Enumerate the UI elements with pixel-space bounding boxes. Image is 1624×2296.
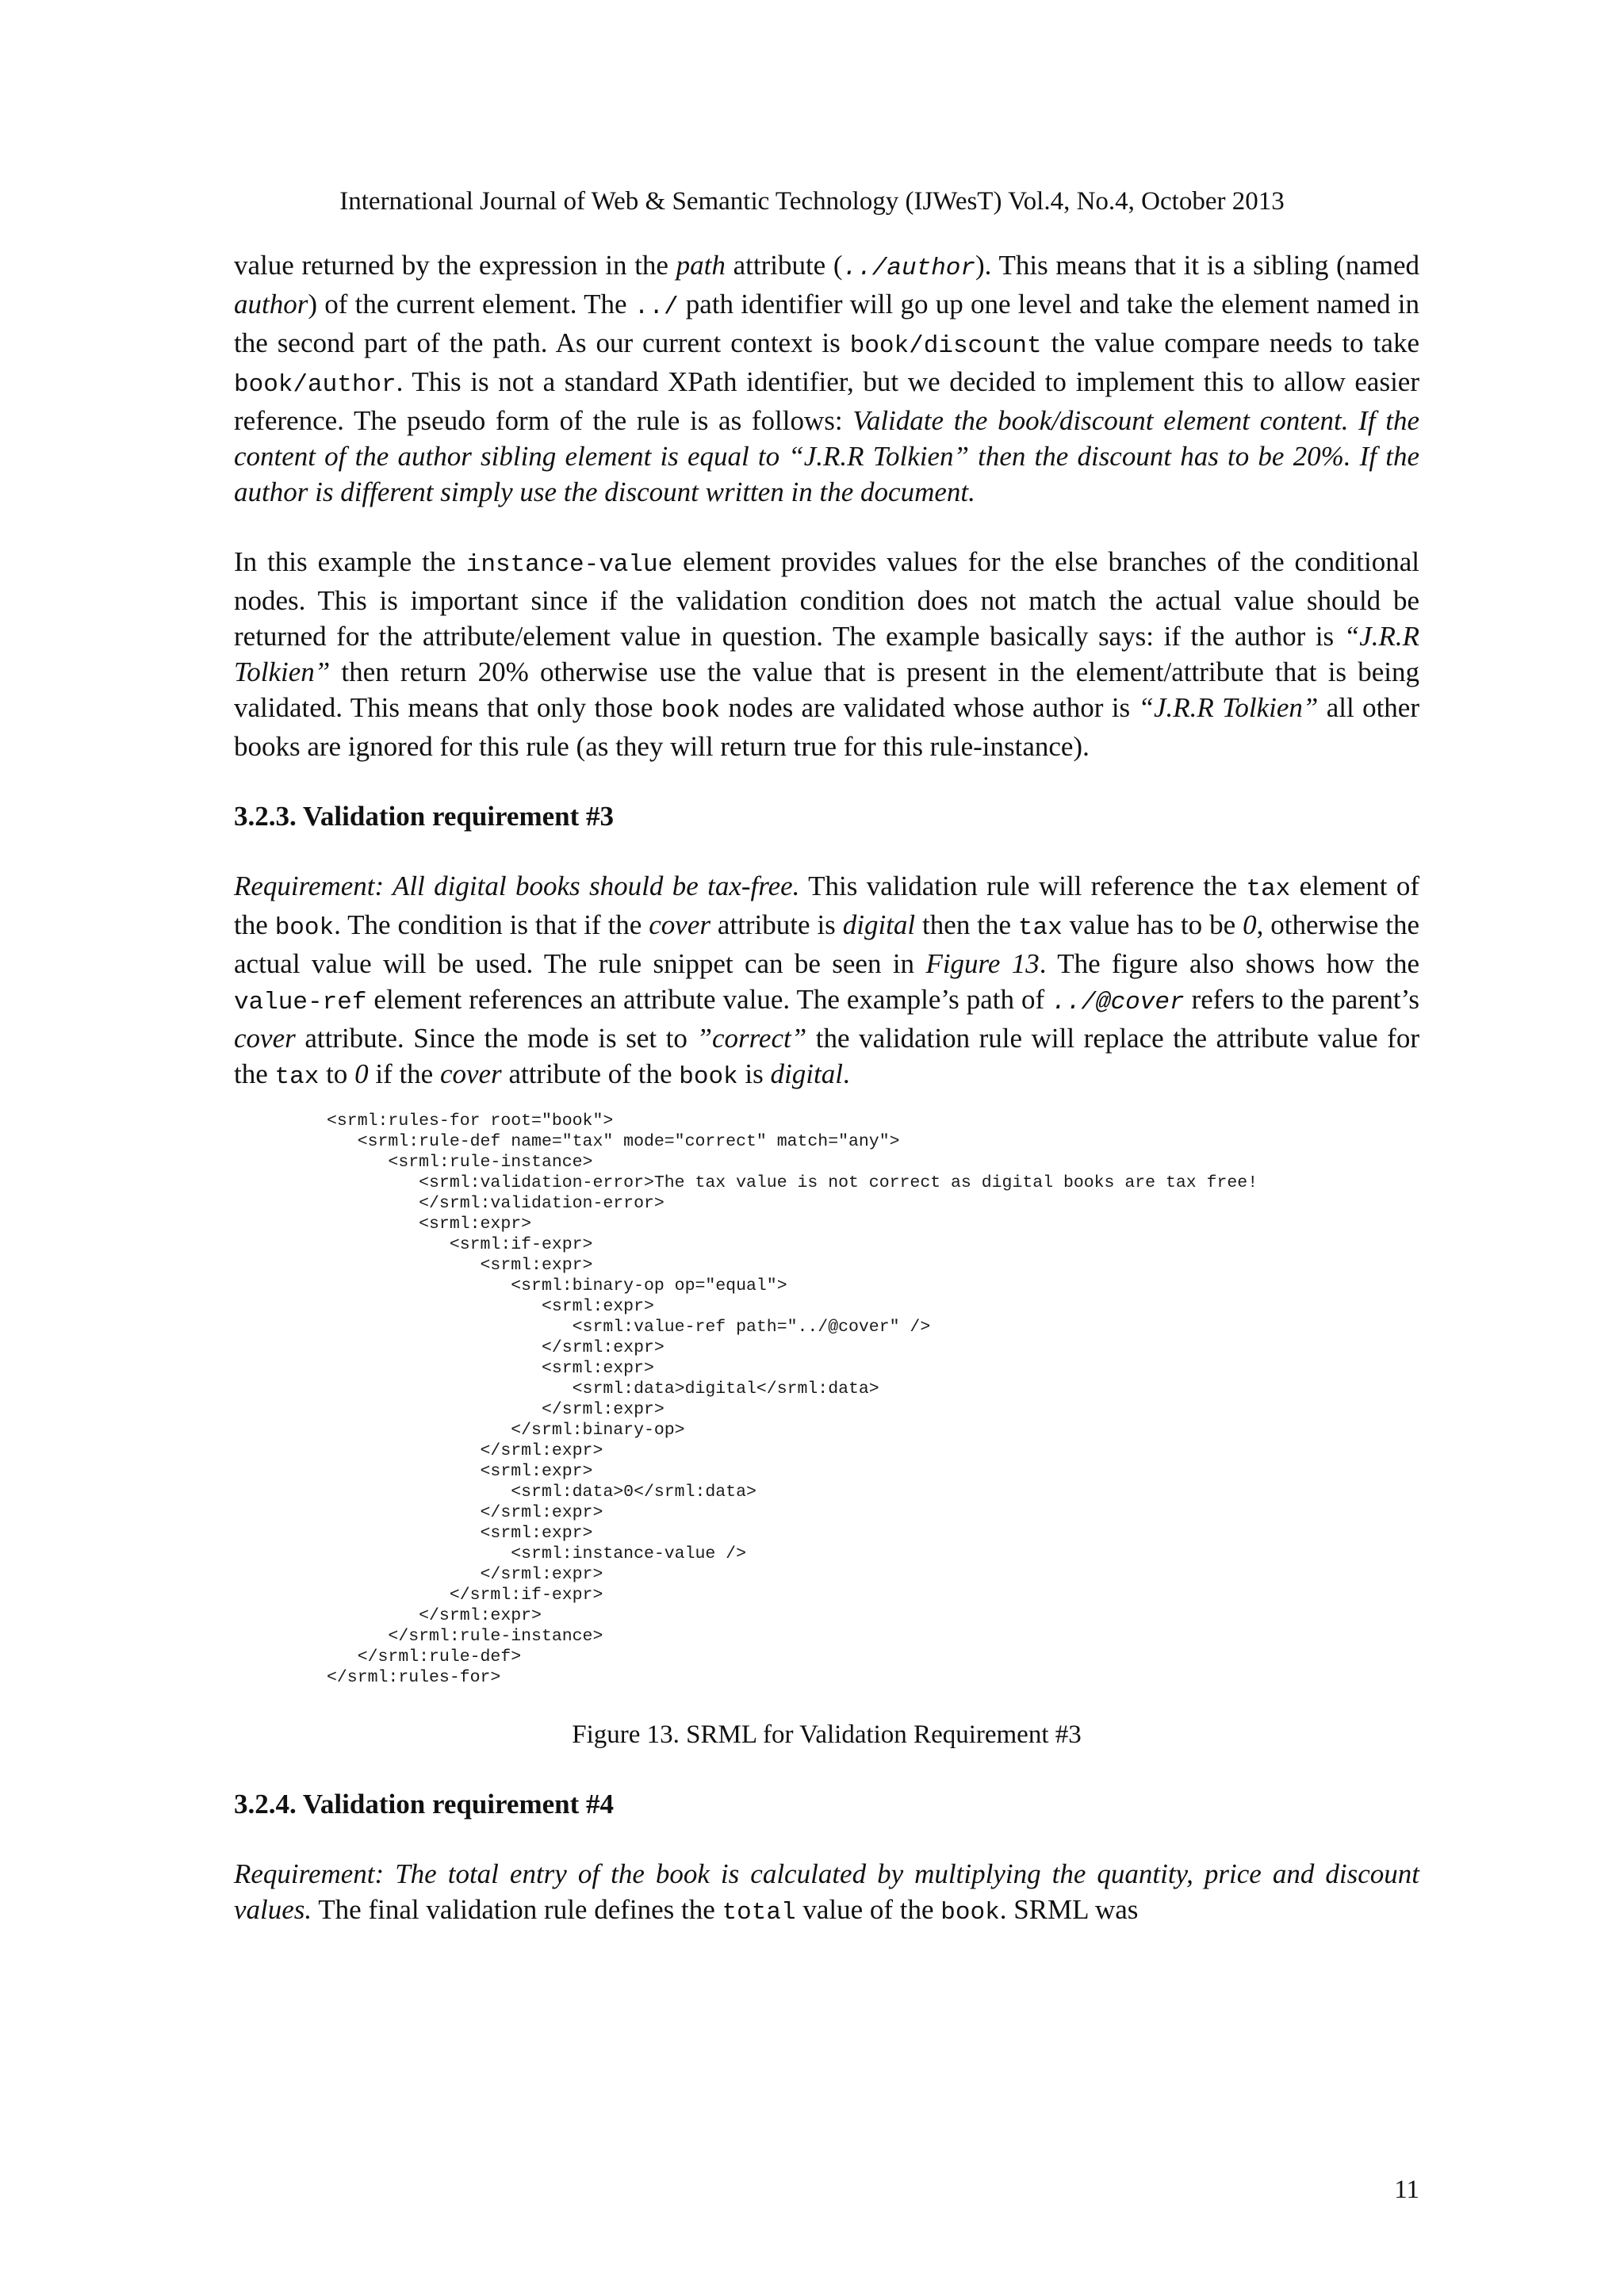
text: path identifier will go up one level and take the element named in the second part of the path. As our current context is	[234, 289, 1420, 358]
code-line: <srml:expr>	[327, 1215, 532, 1234]
text: attribute (	[725, 250, 843, 281]
page-number: 11	[1394, 2175, 1419, 2204]
text: to	[319, 1058, 355, 1089]
text: nodes are validated whose author is	[720, 692, 1139, 723]
text: the value compare needs to take	[1041, 327, 1419, 358]
text: value returned by the expression in the	[234, 250, 676, 281]
inline-code: instance-value	[465, 551, 673, 579]
emphasis: author	[234, 289, 308, 320]
page-body	[234, 247, 1419, 1931]
emphasis: cover	[234, 1023, 296, 1054]
text: . This is not a standard XPath identifier, but we decided to implement this to allow easier reference. The pseudo form of the rule is as follows:	[234, 366, 1419, 436]
text: The final validation rule defines the	[312, 1894, 722, 1925]
paragraph-instance-value	[234, 544, 1419, 764]
paragraph-requirement-3	[234, 868, 1419, 1095]
code-line: <srml:rules-for root="book">	[327, 1112, 614, 1131]
code-line: <srml:expr>	[327, 1462, 593, 1481]
inline-code: book	[940, 1899, 1000, 1927]
text: ) of the current element. The	[308, 289, 634, 320]
code-line: <srml:binary-op op="equal">	[327, 1276, 787, 1295]
requirement-statement: Requirement: The total entry of the book is calculated by multiplying the quantity, price and discount values.	[234, 1858, 1419, 1925]
text: then return 20% otherwise use the value that is present in the element/attribute that is being validated. This means that only those	[234, 656, 1419, 723]
code-line: <srml:rule-instance>	[327, 1153, 593, 1172]
inline-code: tax	[1017, 914, 1063, 942]
text: element of the	[234, 871, 1419, 940]
emphasis: “J.R.R Tolkien”	[1138, 692, 1319, 723]
text: refers to the parent’s	[1184, 984, 1420, 1015]
inline-code: ../author	[842, 254, 976, 282]
text: value has to be	[1062, 909, 1243, 940]
paragraph-requirement-4	[234, 1856, 1419, 1931]
emphasis: digital	[770, 1058, 843, 1089]
text: all other books are ignored for this rule (as they will return true for this rule-instance).	[234, 692, 1419, 762]
emphasis: path	[676, 250, 726, 281]
inline-code: book/author	[234, 371, 396, 399]
text: element references an attribute value. The example’s path of	[366, 984, 1052, 1015]
text: . The figure also shows how the	[1039, 948, 1419, 979]
text: element provides values for the else branches of the conditional nodes. This is important since if the validation condition does not match the actual value should be returned for the attribute/element value in question. The example basically says: if the author is	[234, 546, 1419, 652]
pseudo-rule: Validate the book/discount element content. If the content of the author sibling element is equal to “J.R.R Tolkien” then the discount has to be 20%. If the author is different simply use the discount written in the document.	[234, 405, 1420, 507]
inline-code: book	[274, 914, 335, 942]
code-line: </srml:expr>	[327, 1606, 542, 1625]
code-line: </srml:validation-error>	[327, 1194, 665, 1213]
code-line: </srml:expr>	[327, 1400, 665, 1419]
code-line: </srml:rule-instance>	[327, 1627, 603, 1646]
code-line: <srml:expr>	[327, 1297, 654, 1316]
figure-reference: Figure 13	[925, 948, 1040, 979]
inline-code: ../	[634, 293, 679, 321]
code-line: <srml:expr>	[327, 1359, 654, 1378]
text: attribute of the	[501, 1058, 680, 1089]
srml-code-listing	[327, 1111, 1419, 1688]
code-line: </srml:binary-op>	[327, 1421, 685, 1440]
paragraph-path-explanation	[234, 247, 1419, 510]
code-line: </srml:expr>	[327, 1503, 603, 1522]
section-heading-3-2-3: 3.2.3. Validation requirement #3	[234, 801, 615, 832]
text: is	[737, 1058, 771, 1089]
inline-code: tax	[274, 1063, 320, 1091]
code-line: </srml:if-expr>	[327, 1586, 603, 1605]
text: the validation rule will replace the attribute value for the	[234, 1023, 1419, 1089]
code-line: </srml:rules-for>	[327, 1668, 501, 1687]
code-line: <srml:if-expr>	[327, 1235, 593, 1254]
emphasis: 0	[354, 1058, 369, 1089]
inline-code: book/discount	[849, 332, 1042, 360]
text: . SRML was	[999, 1894, 1139, 1925]
code-line: </srml:expr>	[327, 1565, 603, 1584]
text: . The condition is that if the	[334, 909, 649, 940]
emphasis: ”correct”	[696, 1023, 807, 1054]
requirement-statement: Requirement: All digital books should be tax-free.	[234, 871, 800, 901]
text: if the	[368, 1058, 440, 1089]
code-line: <srml:rule-def name="tax" mode="correct" match="any">	[327, 1132, 900, 1151]
code-line: </srml:rule-def>	[327, 1647, 522, 1667]
inline-code: book	[679, 1063, 738, 1091]
text: In this example the	[234, 546, 466, 577]
emphasis: cover	[649, 909, 710, 940]
code-line: </srml:expr>	[327, 1441, 603, 1460]
code-line: </srml:expr>	[327, 1338, 665, 1357]
text: value of the	[795, 1894, 941, 1925]
inline-code: tax	[1246, 875, 1291, 903]
text: ). This means that it is a sibling (named	[975, 250, 1420, 281]
text: , otherwise the actual value will be used. The rule snippet can be seen in	[234, 909, 1419, 979]
code-line: <srml:data>0</srml:data>	[327, 1483, 756, 1502]
code-line: <srml:validation-error>The tax value is not correct as digital books are tax free!	[327, 1173, 1258, 1192]
emphasis: 0	[1243, 909, 1257, 940]
text: attribute. Since the mode is set to	[295, 1023, 697, 1054]
code-line: <srml:value-ref path="../@cover" />	[327, 1318, 931, 1337]
inline-code: value-ref	[234, 989, 367, 1016]
text: then the	[915, 909, 1018, 940]
text: .	[842, 1058, 850, 1089]
code-line: <srml:data>digital</srml:data>	[327, 1380, 879, 1399]
code-line: <srml:expr>	[327, 1256, 593, 1275]
code-line: <srml:expr>	[327, 1524, 593, 1543]
text: This validation rule will reference the	[799, 871, 1247, 901]
inline-code: ../@cover	[1051, 989, 1185, 1016]
text: attribute is	[710, 909, 843, 940]
emphasis: “J.R.R Tolkien”	[234, 621, 1419, 687]
emphasis: digital	[842, 909, 916, 940]
running-header: International Journal of Web & Semantic Technology (IJWesT) Vol.4, No.4, October 2013	[339, 187, 1285, 216]
inline-code: book	[661, 697, 721, 725]
code-line: <srml:instance-value />	[327, 1544, 746, 1563]
section-heading-3-2-4: 3.2.4. Validation requirement #4	[234, 1789, 615, 1820]
inline-code: total	[722, 1899, 796, 1927]
emphasis: cover	[439, 1058, 502, 1089]
figure-caption: Figure 13. SRML for Validation Requirement #3	[572, 1720, 1082, 1749]
